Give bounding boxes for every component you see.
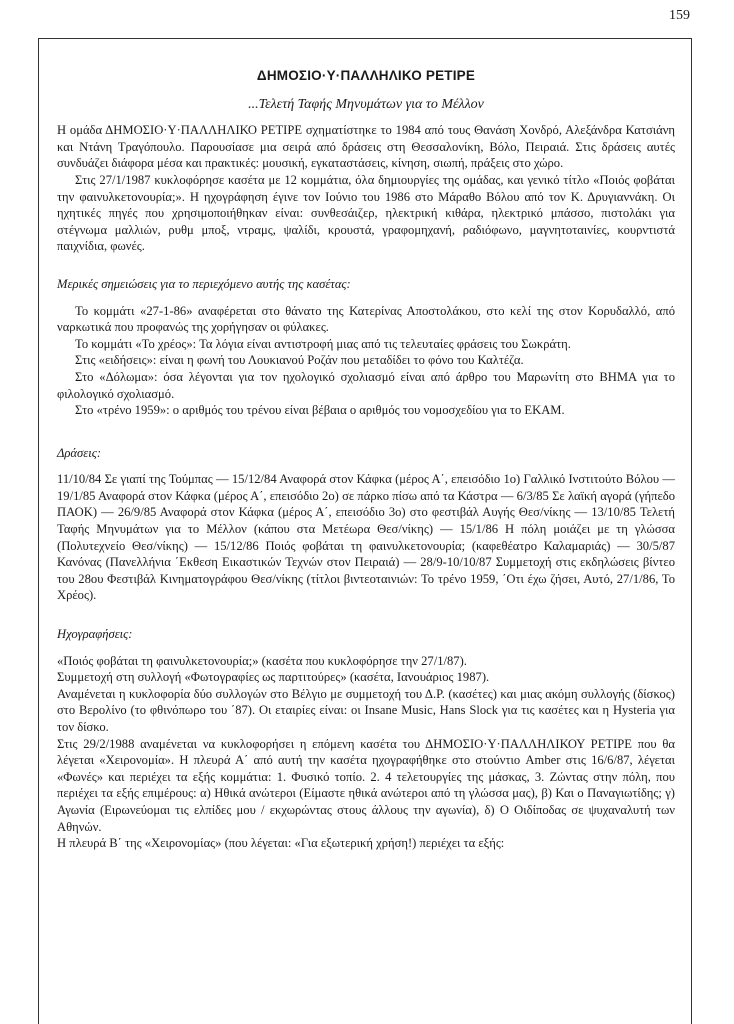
notes-heading: Μερικές σημειώσεις για το περιεχόμενο αυτής της κασέτας: — [57, 276, 351, 291]
article — [57, 60, 675, 852]
note-paragraph: Το κομμάτι «Το χρέος»: Τα λόγια είναι αντιστροφή μιας από τις τελευταίες φράσεις του Σωκράτη. — [75, 336, 571, 351]
article-title: ΔΗΜΟΣΙΟ·Υ·ΠΑΛΛΗΛΙΚΟ ΡΕΤΙΡΕ — [256, 68, 476, 83]
article-subtitle: ...Τελετή Ταφής Μηνυμάτων για το Μέλλον — [248, 96, 484, 112]
recording-item: «Ποιός φοβάται τη φαινυλκετονουρία;» (κασέτα που κυκλοφόρησε την 27/1/87). — [57, 653, 467, 668]
recording-item: Αναμένεται η κυκλοφορία δύο συλλογών στο Βέλγιο με συμμετοχή του Δ.Ρ. (κασέτες) και μιας ακόμη συλλογής (δίσκος) στο Βερολίνο (το φθινόπωρο του ΄87). Οι εταιρίες είναι: οι Insane Music, Hans Slock για τις κασέτες και η Hysteria για τον δίσκο. — [57, 686, 675, 734]
recording-item: Στις 29/2/1988 αναμένεται να κυκλοφορήσει η επόμενη κασέτα του ΔΗΜΟΣΙΟ·Υ·ΠΑΛΛΗΛΙΚΟΥ ΡΕΤΙΡΕ που θα λέγεται «Χειρονομία». Η πλευρά Α΄ από αυτή την κασέτα ηχογραφήθηκε στο στούντιο Amber στις 16/6/87, λέγεται «Φωνές» και περιέχει τα εξής κομμάτια: 1. Φυσικό τοπίο. 2. 4 τελετουργίες της μάσκας, 3. Ζώντας στην πόλη, που περιέχει τα εξής επιμέρους: α) Ηθικά ανώτεροι (Είμαστε ηθικά ανώτεροι από τη γλώσσα μας), β) Και ο Παναγιωτίδης; γ) Αγωνία (Ειρωνεύομαι τις ελπίδες μου / εκχωρώντας στους άλλους την αγωνία), δ) Ο Οιδίποδας σε ψυχαναλυτή των Αθηνών. — [57, 736, 675, 834]
note-paragraph: Στο «τρένο 1959»: ο αριθμός του τρένου είναι βέβαια ο αριθμός του νομοσχεδίου για το ΕΚΑΜ. — [75, 403, 565, 418]
actions-paragraph: 11/10/84 Σε γιαπί της Τούμπας — 15/12/84 Αναφορά στον Κάφκα (μέρος Α΄, επεισόδιο 1ο) Γαλλικό Ινστιτούτο Βόλου — 19/1/85 Αναφορά στον Κάφκα (μέρος Α΄, επεισόδιο 2ο) σε πάρκο πίσω από τα Κάστρα — 6/3/85 Σε λαϊκή αγορά (γήπεδο ΠΑΟΚ) — 26/9/85 Αναφορά στον Κάφκα (μέρος Α΄, επεισόδιο 3ο) στο φεστιβάλ Αυγής Θεσ/νίκης — 13/10/85 Τελετή Ταφής Μηνυμάτων για το Μέλλον (κάπου στα Μετέωρα Θεσ/νίκης) — 15/1/86 Η πόλη μοιάζει με τη γλώσσα (Πολυτεχνείο Θεσ/νίκης) — 15/12/86 Ποιός φοβάται τη φαινυλκετονουρία; (καφεθέατρο Καλαμαριάς) — 30/5/87 Κανόνας (Πανελλήνια ΄Εκθεση Εικαστικών Τεχνών στον Πειραιά) — 28/9-10/10/87 Συμμετοχή στις εκδηλώσεις βίντεο του 28ου Φεστιβάλ Κινηματογράφου Θεσ/νίκης (τίτλοι βιντεοταινιών: Το τρένο 1959, ΄Οτι έχω ζήσει, Αυτό, 27/1/86, Το Χρέος). — [57, 472, 675, 603]
note-paragraph: Στις «ειδήσεις»: είναι η φωνή του Λουκιανού Ροζάν που μεταδίδει το φόνο του Καλτέζα. — [75, 353, 524, 368]
recording-item: Η πλευρά Β΄ της «Χειρονομίας» (που λέγεται: «Για εξωτερική χρήση!) περιέχει τα εξής: — [57, 836, 505, 851]
actions-heading: Δράσεις: — [57, 445, 102, 460]
note-paragraph: Το κομμάτι «27-1-86» αναφέρεται στο θάνατο της Κατερίνας Αποστολάκου, στο κελί της στον Κορυδαλλό, από ναρκωτικά που προφανώς της χορήγησαν οι φύλακες. — [57, 303, 675, 335]
recording-item: Συμμετοχή στη συλλογή «Φωτογραφίες ως παρτιτούρες» (κασέτα, Ιανουάριος 1987). — [57, 670, 490, 685]
recordings-heading: Ηχογραφήσεις: — [57, 627, 133, 642]
page-number: 159 — [669, 8, 690, 23]
note-paragraph: Στο «Δόλωμα»: όσα λέγονται για τον ηχολογικό σχολιασμό είναι από άρθρο του Μαρωνίτη στο ΒΗΜΑ για το φιλολογικό σχολιασμό. — [57, 369, 675, 401]
intro-paragraph-2: Στις 27/1/1987 κυκλοφόρησε κασέτα με 12 κομμάτια, όλα δημιουργίες της ομάδας, και γενικό τίτλο «Ποιός φοβάται την φαινυλκετονουρία;». Η ηχογράφηση έγινε τον Ιούνιο του 1986 στο Μάραθο Βόλου από τον Κ. Δρυγιαννάκη. Οι ηχητικές πηγές που χρησιμοποιήθηκαν είναι: συνθεσάιζερ, ηλεκτρική κιθάρα, ηλεκτρικό μπάσσο, πιστολάκι για στέγνωμα μαλλιών, ρυθμ μποξ, ντραμς, ψαλίδι, κρουστά, γραφομηχανή, ραδιόφωνο, μαγνητοταινίες, κουρντιστά παιχνίδια, φωνές. — [57, 172, 675, 254]
intro-paragraph-1: Η ομάδα ΔΗΜΟΣΙΟ·Υ·ΠΑΛΛΗΛΙΚΟ ΡΕΤΙΡΕ σχηματίστηκε το 1984 από τους Θανάση Χονδρό, Αλεξάνδρα Κατσιάνη και Ντάνη Τραγόπουλο. Παρουσίασε μια σειρά από δράσεις στη Θεσσαλονίκη, Βόλο, Πειραιά. Στις δράσεις αυτές συνδυάζει διάφορα μέσα και πρακτικές: μουσική, εγκαταστάσεις, κίνηση, σιωπή, πράξεις στο χώρο. — [57, 123, 675, 171]
